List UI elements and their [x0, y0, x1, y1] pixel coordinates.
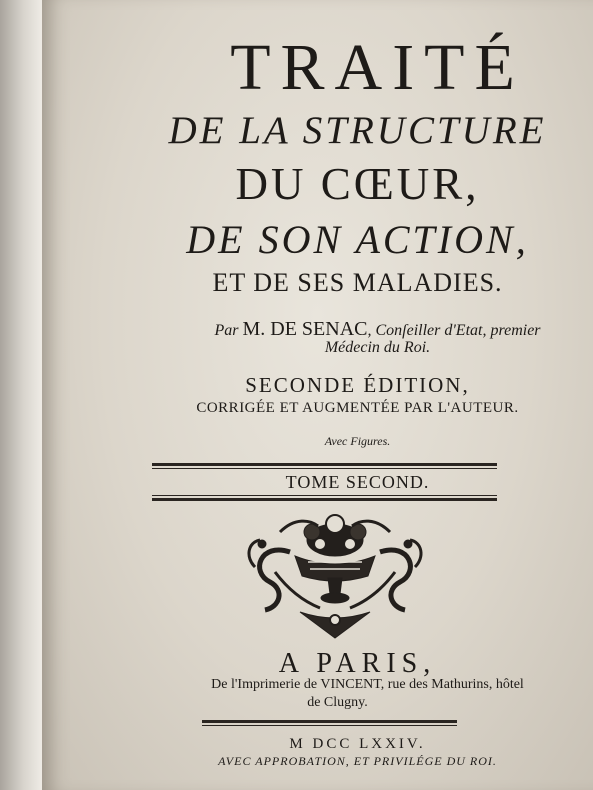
- imprint-city: A PARIS,: [278, 648, 437, 679]
- title-line-maladies: ET DE SES MALADIES.: [212, 268, 503, 297]
- rule-bottom-thick: [152, 498, 497, 501]
- imprint-printer-2: de Clugny.: [307, 695, 368, 710]
- fruit-basket-ornament-icon: [240, 512, 430, 640]
- edition-note: CORRIGÉE ET AUGMENTÉE PAR L'AUTEUR.: [196, 400, 519, 416]
- edition-label: SECONDE ÉDITION,: [245, 373, 470, 397]
- title-line-coeur: DU CŒUR,: [235, 159, 480, 209]
- volume-label: TOME SECOND.: [285, 472, 430, 492]
- title-page: [42, 0, 593, 790]
- author-role-2: Médecin du Roi.: [324, 339, 431, 356]
- imprint-privilege: AVEC APPROBATION, ET PRIVILÉGE DU ROI.: [218, 754, 497, 768]
- author-line: [42, 318, 593, 341]
- rule-bottom-thin: [152, 495, 497, 496]
- figures-note: Avec Figures.: [324, 434, 391, 448]
- rule-top-thick: [152, 463, 497, 466]
- imprint-rule-thick: [202, 720, 457, 723]
- book-title: TRAITÉ: [230, 31, 525, 104]
- author-role-1: , Conſeiller d'Etat, premier: [367, 322, 541, 339]
- imprint-printer-1: De l'Imprimerie de VINCENT, rue des Mathurins, hôtel: [211, 677, 524, 692]
- imprint-rule-thin: [202, 725, 457, 726]
- imprint-year: M DCC LXXIV.: [289, 736, 426, 752]
- author-prefix: Par: [214, 322, 239, 339]
- title-line-action: DE SON ACTION,: [186, 217, 529, 262]
- rule-top-thin: [152, 468, 497, 469]
- author-name: M. DE SENAC: [242, 318, 368, 340]
- title-line-structure: DE LA STRUCTURE: [168, 109, 547, 152]
